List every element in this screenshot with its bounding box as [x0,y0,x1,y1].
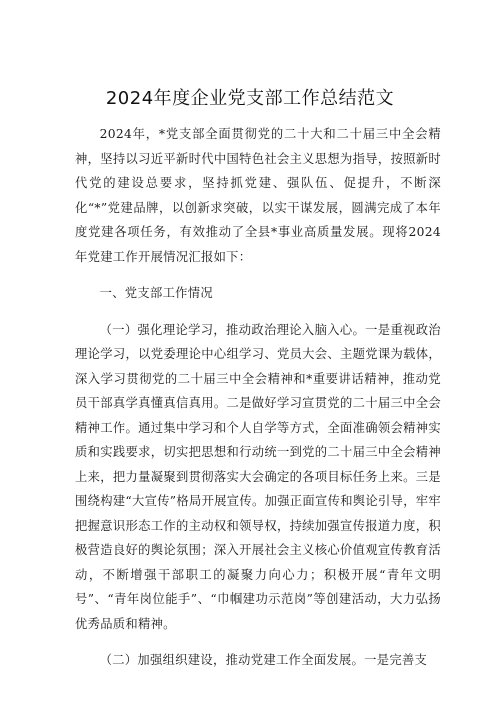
intro-paragraph: 2024年，*党支部全面贯彻党的二十大和二十届三中全会精神，坚持以习近平新时代中国特色社会主义思想为指导，按照新时代党的建设总要求，坚持抓党建、强队伍、促提升，不断深化“*”党建品牌，以创新求突破，以实干谋发展，圆满完成了本年度党建各项任务，有效推动了全县*事业高质量发展。现将2024年党建工作开展情况汇报如下： [75,127,441,264]
body-paragraph: （一）强化理论学习，推动政治理论入脑入心。一是重视政治理论学习，以党委理论中心组学习、党员大会、主题党课为载体，深入学习贯彻党的二十届三中全会精神和*重要讲话精神，推动党员干部真学真懂真信真用。二是做好学习宣贯党的二十届三中全会精神工作。通过集中学习和个人自学等方式，全面准确领会精神实质和实践要求，切实把思想和行动统一到党的二十届三中全会精神上来，把力量凝聚到贯彻落实大会确定的各项目标任务上来。三是围绕构建“大宣传”格局开展宣传。加强正面宣传和舆论引导，牢牢把握意识形态工作的主动权和领导权，持续加强宣传报道力度，积极营造良好的舆论氛围；深入开展社会主义核心价值观宣传教育活动，不断增强干部职工的凝聚力向心力；积极开展“青年文明号”、“青年岗位能手”、“巾帼建功示范岗”等创建活动，大力弘扬优秀品质和精神。 [75,322,441,631]
document-body [75,122,441,673]
body-paragraph: （二）加强组织建设，推动党建工作全面发展。一是完善支 [99,653,428,667]
document-title: 2024年度企业党支部工作总结范文 [105,88,395,109]
section-heading: 一、党支部工作情况 [99,286,213,300]
